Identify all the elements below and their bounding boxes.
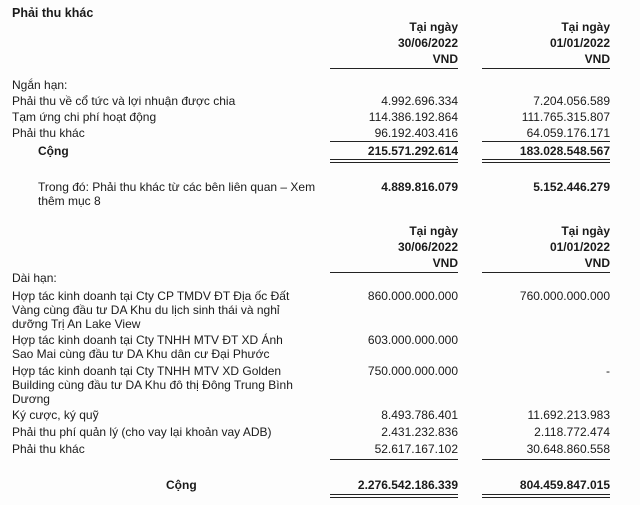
row-value-col2: 64.059.176.171 [526, 126, 610, 140]
header-underline-col1 [330, 272, 458, 273]
total-value-col1: 2.276.542.186.339 [357, 478, 458, 492]
row-label: Hợp tác kinh doanh tại Cty CP TMDV ĐT Địa ốc Đất Vàng cùng đầu tư DA Khu du lịch sinh thái và nghỉ dưỡng Trị An Lake View [12, 289, 290, 331]
header-underline-col1 [330, 68, 458, 69]
row-value-col1: 8.493.786.401 [381, 408, 458, 422]
related-party-value-col2: 5.152.446.279 [533, 180, 610, 194]
total-value-col1: 215.571.292.614 [367, 144, 458, 158]
row-value-col1: 4.992.696.334 [381, 94, 458, 108]
row-label: Phải thu khác [12, 442, 85, 456]
subtotal-rule-col1 [330, 459, 458, 460]
col1-header-line1: Tại ngày [409, 20, 458, 34]
row-value-col1: 860.000.000.000 [367, 289, 458, 303]
row-value-col1: 52.617.167.102 [374, 442, 458, 456]
row-value-col1: 750.000.000.000 [367, 364, 458, 378]
total-double-rule-col1 [330, 159, 458, 163]
row-label: Hợp tác kinh doanh tại Cty TNHH MTV ĐT XD Ánh Sao Mai cùng đầu tư DA Khu dân cư Đại Phước [12, 333, 283, 361]
header-underline-col2 [482, 272, 610, 273]
col1-header-date: 30/06/2022 [397, 36, 458, 50]
header-underline-col2 [482, 68, 610, 69]
row-value-col2: 30.648.860.558 [526, 442, 610, 456]
col2-header-date: 01/01/2022 [549, 240, 610, 254]
row-value-col2: 11.692.213.983 [527, 408, 610, 422]
col2-header-unit: VND [584, 52, 610, 66]
col1-header-date: 30/06/2022 [397, 240, 458, 254]
col2-header-line1: Tại ngày [561, 224, 610, 238]
row-value-col2: 2.118.772.474 [534, 425, 610, 439]
row-label: Ký cược, ký quỹ [12, 408, 99, 422]
total-double-rule-col2 [482, 494, 610, 498]
row-label: Phải thu phí quản lý (cho vay lại khoản vay ADB) [12, 425, 272, 439]
row-value-col1: 114.386.192.864 [368, 110, 458, 124]
total-label: Cộng [38, 144, 69, 158]
row-label: Phải thu khác [12, 126, 85, 140]
row-value-col2: 760.000.000.000 [519, 289, 610, 303]
related-party-label: Trong đó: Phải thu khác từ các bên liên quan – Xem thêm mục 8 [38, 180, 316, 208]
row-value-col1: 96.192.403.416 [374, 126, 458, 140]
row-value-col1: 2.431.232.836 [381, 425, 458, 439]
short-term-title: Ngắn hạn: [12, 78, 68, 92]
row-value-col2: 111.765.315.807 [521, 110, 610, 124]
col2-header-line1: Tại ngày [561, 20, 610, 34]
col2-header-date: 01/01/2022 [549, 36, 610, 50]
section-title: Phải thu khác [12, 6, 94, 20]
row-label: Phải thu về cổ tức và lợi nhuận được chia [12, 94, 236, 108]
total-value-col2: 804.459.847.015 [519, 478, 610, 492]
subtotal-rule-col2 [482, 459, 610, 460]
long-term-title: Dài hạn: [12, 271, 57, 285]
col1-header-unit: VND [432, 52, 458, 66]
subtotal-rule-col1 [330, 141, 458, 142]
col2-header-unit: VND [584, 256, 610, 270]
total-label: Cộng [166, 478, 197, 492]
row-value-col1: 603.000.000.000 [367, 333, 458, 347]
row-label: Tạm ứng chi phí hoạt động [12, 110, 157, 124]
total-double-rule-col2 [482, 159, 610, 163]
related-party-value-col1: 4.889.816.079 [381, 180, 458, 194]
total-value-col2: 183.028.548.567 [519, 144, 610, 158]
row-value-col2: 7.204.056.589 [533, 94, 610, 108]
subtotal-rule-col2 [482, 141, 610, 142]
row-value-col2: - [606, 364, 610, 378]
col1-header-unit: VND [432, 256, 458, 270]
col1-header-line1: Tại ngày [409, 224, 458, 238]
total-double-rule-col1 [330, 494, 458, 498]
row-label: Hợp tác kinh doanh tại Cty TNHH MTV XD Golden Building cùng đầu tư DA Khu đô thị Đông Trung Bình Dương [12, 364, 293, 406]
